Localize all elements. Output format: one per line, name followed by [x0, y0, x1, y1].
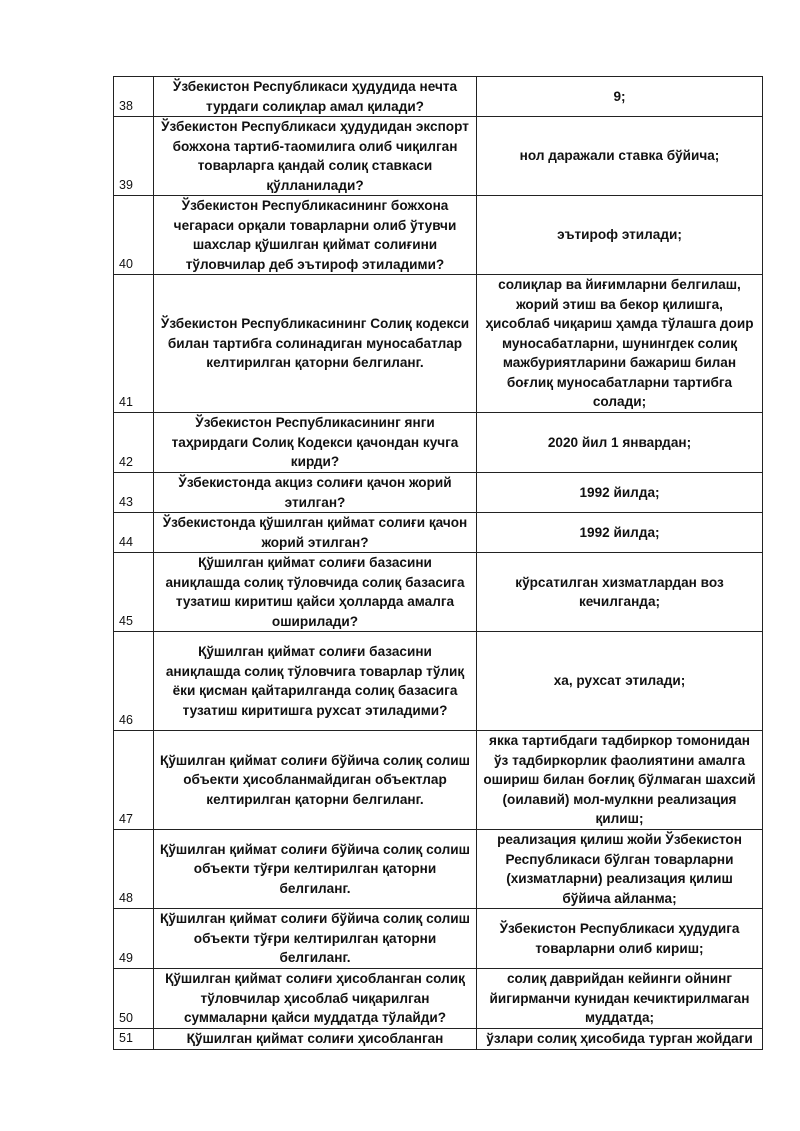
question-cell: Қўшилган қиймат солиғи бўйича солиқ солиш объекти тўғри келтирилган қаторни белгиланг. [154, 830, 477, 909]
question-cell: Ўзбекистон Республикаси ҳудудида нечта турдаги солиқлар амал қилади? [154, 77, 477, 117]
question-cell: Ўзбекистонда акциз солиғи қачон жорий этилган? [154, 473, 477, 513]
row-number: 44 [114, 513, 154, 553]
answer-cell: ха, рухсат этилади; [477, 632, 763, 731]
answer-cell: 9; [477, 77, 763, 117]
question-cell: Қўшилган қиймат солиғи ҳисобланган солиқ тўловчилар ҳисоблаб чиқарилган суммаларни қайси муддатда тўлайди? [154, 969, 477, 1029]
question-cell: Қўшилган қиймат солиғи ҳисобланган [154, 1029, 477, 1050]
row-number: 43 [114, 473, 154, 513]
table-row [114, 553, 763, 632]
table-row [114, 275, 763, 413]
answer-cell: эътироф этилади; [477, 196, 763, 275]
table-row [114, 77, 763, 117]
row-number: 40 [114, 196, 154, 275]
row-number: 41 [114, 275, 154, 413]
questions-table [113, 76, 763, 1050]
row-number: 47 [114, 731, 154, 830]
question-cell: Ўзбекистон Республикаси ҳудудидан экспорт божхона тартиб-таомилига олиб чиқилган товарларга қандай солиқ ставкаси қўлланилади? [154, 117, 477, 196]
row-number: 39 [114, 117, 154, 196]
question-cell: Ўзбекистон Республикасининг божхона чегараси орқали товарларни олиб ўтувчи шахслар қўшилган қиймат солиғини тўловчилар деб эътироф этиладими? [154, 196, 477, 275]
table-row [114, 117, 763, 196]
table-row [114, 731, 763, 830]
question-cell: Қўшилган қиймат солиғи базасини аниқлашда солиқ тўловчига товарлар тўлиқ ёки қисман қайтарилганда солиқ базасига тузатиш киритишга рухсат этиладими? [154, 632, 477, 731]
answer-cell: якка тартибдаги тадбиркор томонидан ўз тадбиркорлик фаолиятини амалга ошириш билан боғлиқ бўлмаган шахсий (оилавий) мол-мулкни реализация қилиш; [477, 731, 763, 830]
table-row [114, 513, 763, 553]
row-number: 38 [114, 77, 154, 117]
answer-cell: ўзлари солиқ ҳисобида турган жойдаги [477, 1029, 763, 1050]
question-cell: Қўшилган қиймат солиғи бўйича солиқ солиш объекти ҳисобланмайдиган объектлар келтирилган қаторни белгиланг. [154, 731, 477, 830]
question-cell: Ўзбекистон Республикасининг Солиқ кодекси билан тартибга солинадиган муносабатлар келтирилган қаторни белгиланг. [154, 275, 477, 413]
question-cell: Ўзбекистон Республикасининг янги таҳрирдаги Солиқ Кодекси қачондан кучга кирди? [154, 413, 477, 473]
row-number: 45 [114, 553, 154, 632]
table-row [114, 969, 763, 1029]
row-number: 42 [114, 413, 154, 473]
question-cell: Ўзбекистонда қўшилган қиймат солиғи қачон жорий этилган? [154, 513, 477, 553]
row-number: 51 [114, 1029, 154, 1050]
row-number: 50 [114, 969, 154, 1029]
answer-cell: нол даражали ставка бўйича; [477, 117, 763, 196]
answer-cell: солиқ даврийдан кейинги ойнинг йигирманчи кунидан кечиктирилмаган муддатда; [477, 969, 763, 1029]
row-number: 48 [114, 830, 154, 909]
answer-cell: 2020 йил 1 январдан; [477, 413, 763, 473]
answer-cell: 1992 йилда; [477, 473, 763, 513]
table-row [114, 632, 763, 731]
table-row [114, 196, 763, 275]
table-row [114, 1029, 763, 1050]
table-row [114, 413, 763, 473]
table-row [114, 909, 763, 969]
question-cell: Қўшилган қиймат солиғи базасини аниқлашда солиқ тўловчида солиқ базасига тузатиш киритиш қайси ҳолларда амалга оширилади? [154, 553, 477, 632]
table-row [114, 473, 763, 513]
answer-cell: Ўзбекистон Республикаси ҳудудига товарларни олиб кириш; [477, 909, 763, 969]
table-row [114, 830, 763, 909]
answer-cell: 1992 йилда; [477, 513, 763, 553]
answer-cell: реализация қилиш жойи Ўзбекистон Республикаси бўлган товарларни (хизматларни) реализация қилиш бўйича айланма; [477, 830, 763, 909]
row-number: 49 [114, 909, 154, 969]
answer-cell: кўрсатилган хизматлардан воз кечилганда; [477, 553, 763, 632]
answer-cell: солиқлар ва йиғимларни белгилаш, жорий этиш ва бекор қилишга, ҳисоблаб чиқариш ҳамда тўлашга доир муносабатларни, шунингдек солиқ мажбуриятларини бажариш билан боғлиқ муносабатларни тартибга солади; [477, 275, 763, 413]
row-number: 46 [114, 632, 154, 731]
question-cell: Қўшилган қиймат солиғи бўйича солиқ солиш объекти тўғри келтирилган қаторни белгиланг. [154, 909, 477, 969]
